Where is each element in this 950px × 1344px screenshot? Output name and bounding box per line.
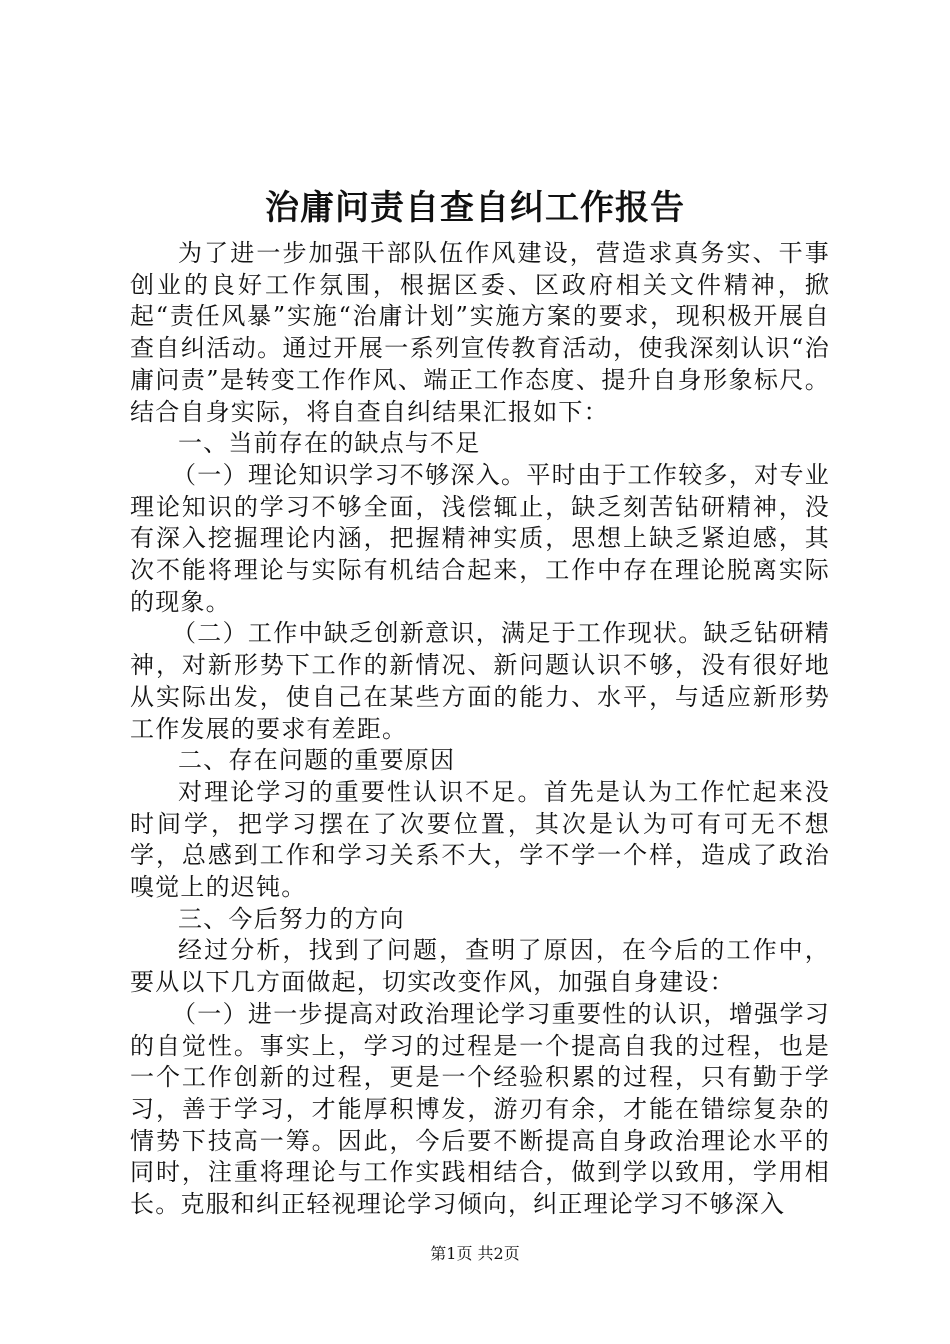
section3-heading: 三、今后努力的方向 bbox=[178, 904, 405, 933]
section3-paragraph: 经过分析，找到了问题，查明了原因，在今后的工作中，要从以下几方面做起，切实改变作风，加强自身建设： bbox=[130, 936, 830, 997]
page-number-footer: 第1页 共2页 bbox=[430, 1244, 520, 1263]
section1-heading: 一、当前存在的缺点与不足 bbox=[178, 429, 481, 458]
section3-item1-paragraph: （一）进一步提高对政治理论学习重要性的认识，增强学习的自觉性。事实上，学习的过程是一个提高自我的过程，也是一个工作创新的过程，更是一个经验积累的过程，只有勤于学习，善于学习，才能厚积博发，游刃有余，才能在错综复杂的情势下技高一筹。因此，今后要不断提高自身政治理论水平的同时，注重将理论与工作实践相结合，做到学以致用，学用相长。克服和纠正轻视理论学习倾向，纠正理论学习不够深入 bbox=[130, 999, 830, 1219]
document-title: 治庸问责自查自纠工作报告 bbox=[265, 188, 685, 228]
section1-item1-paragraph: （一）理论知识学习不够深入。平时由于工作较多，对专业理论知识的学习不够全面，浅偿辄止，缺乏刻苦钻研精神，没有深入挖掘理论内涵，把握精神实质，思想上缺乏紧迫感，其次不能将理论与实际有机结合起来，工作中存在理论脱离实际的现象。 bbox=[130, 460, 830, 616]
document-body bbox=[130, 238, 830, 1221]
intro-paragraph: 为了进一步加强干部队伍作风建设，营造求真务实、干事创业的良好工作氛围，根据区委、区政府相关文件精神，掀起“责任风暴”实施“治庸计划”实施方案的要求，现积极开展自查自纠活动。通过开展一系列宣传教育活动，使我深刻认识“治庸问责”是转变工作作风、端正工作态度、提升自身形象标尺。结合自身实际，将自查自纠结果汇报如下： bbox=[130, 239, 830, 426]
section2-heading: 二、存在问题的重要原因 bbox=[178, 746, 456, 775]
section1-item2-paragraph: （二）工作中缺乏创新意识，满足于工作现状。缺乏钻研精神，对新形势下工作的新情况、新问题认识不够，没有很好地从实际出发，使自己在某些方面的能力、水平，与适应新形势工作发展的要求有差距。 bbox=[130, 619, 830, 743]
section2-paragraph: 对理论学习的重要性认识不足。首先是认为工作忙起来没时间学，把学习摆在了次要位置，其次是认为可有可无不想学，总感到工作和学习关系不大，学不学一个样，造成了政治嗅觉上的迟钝。 bbox=[130, 777, 830, 902]
